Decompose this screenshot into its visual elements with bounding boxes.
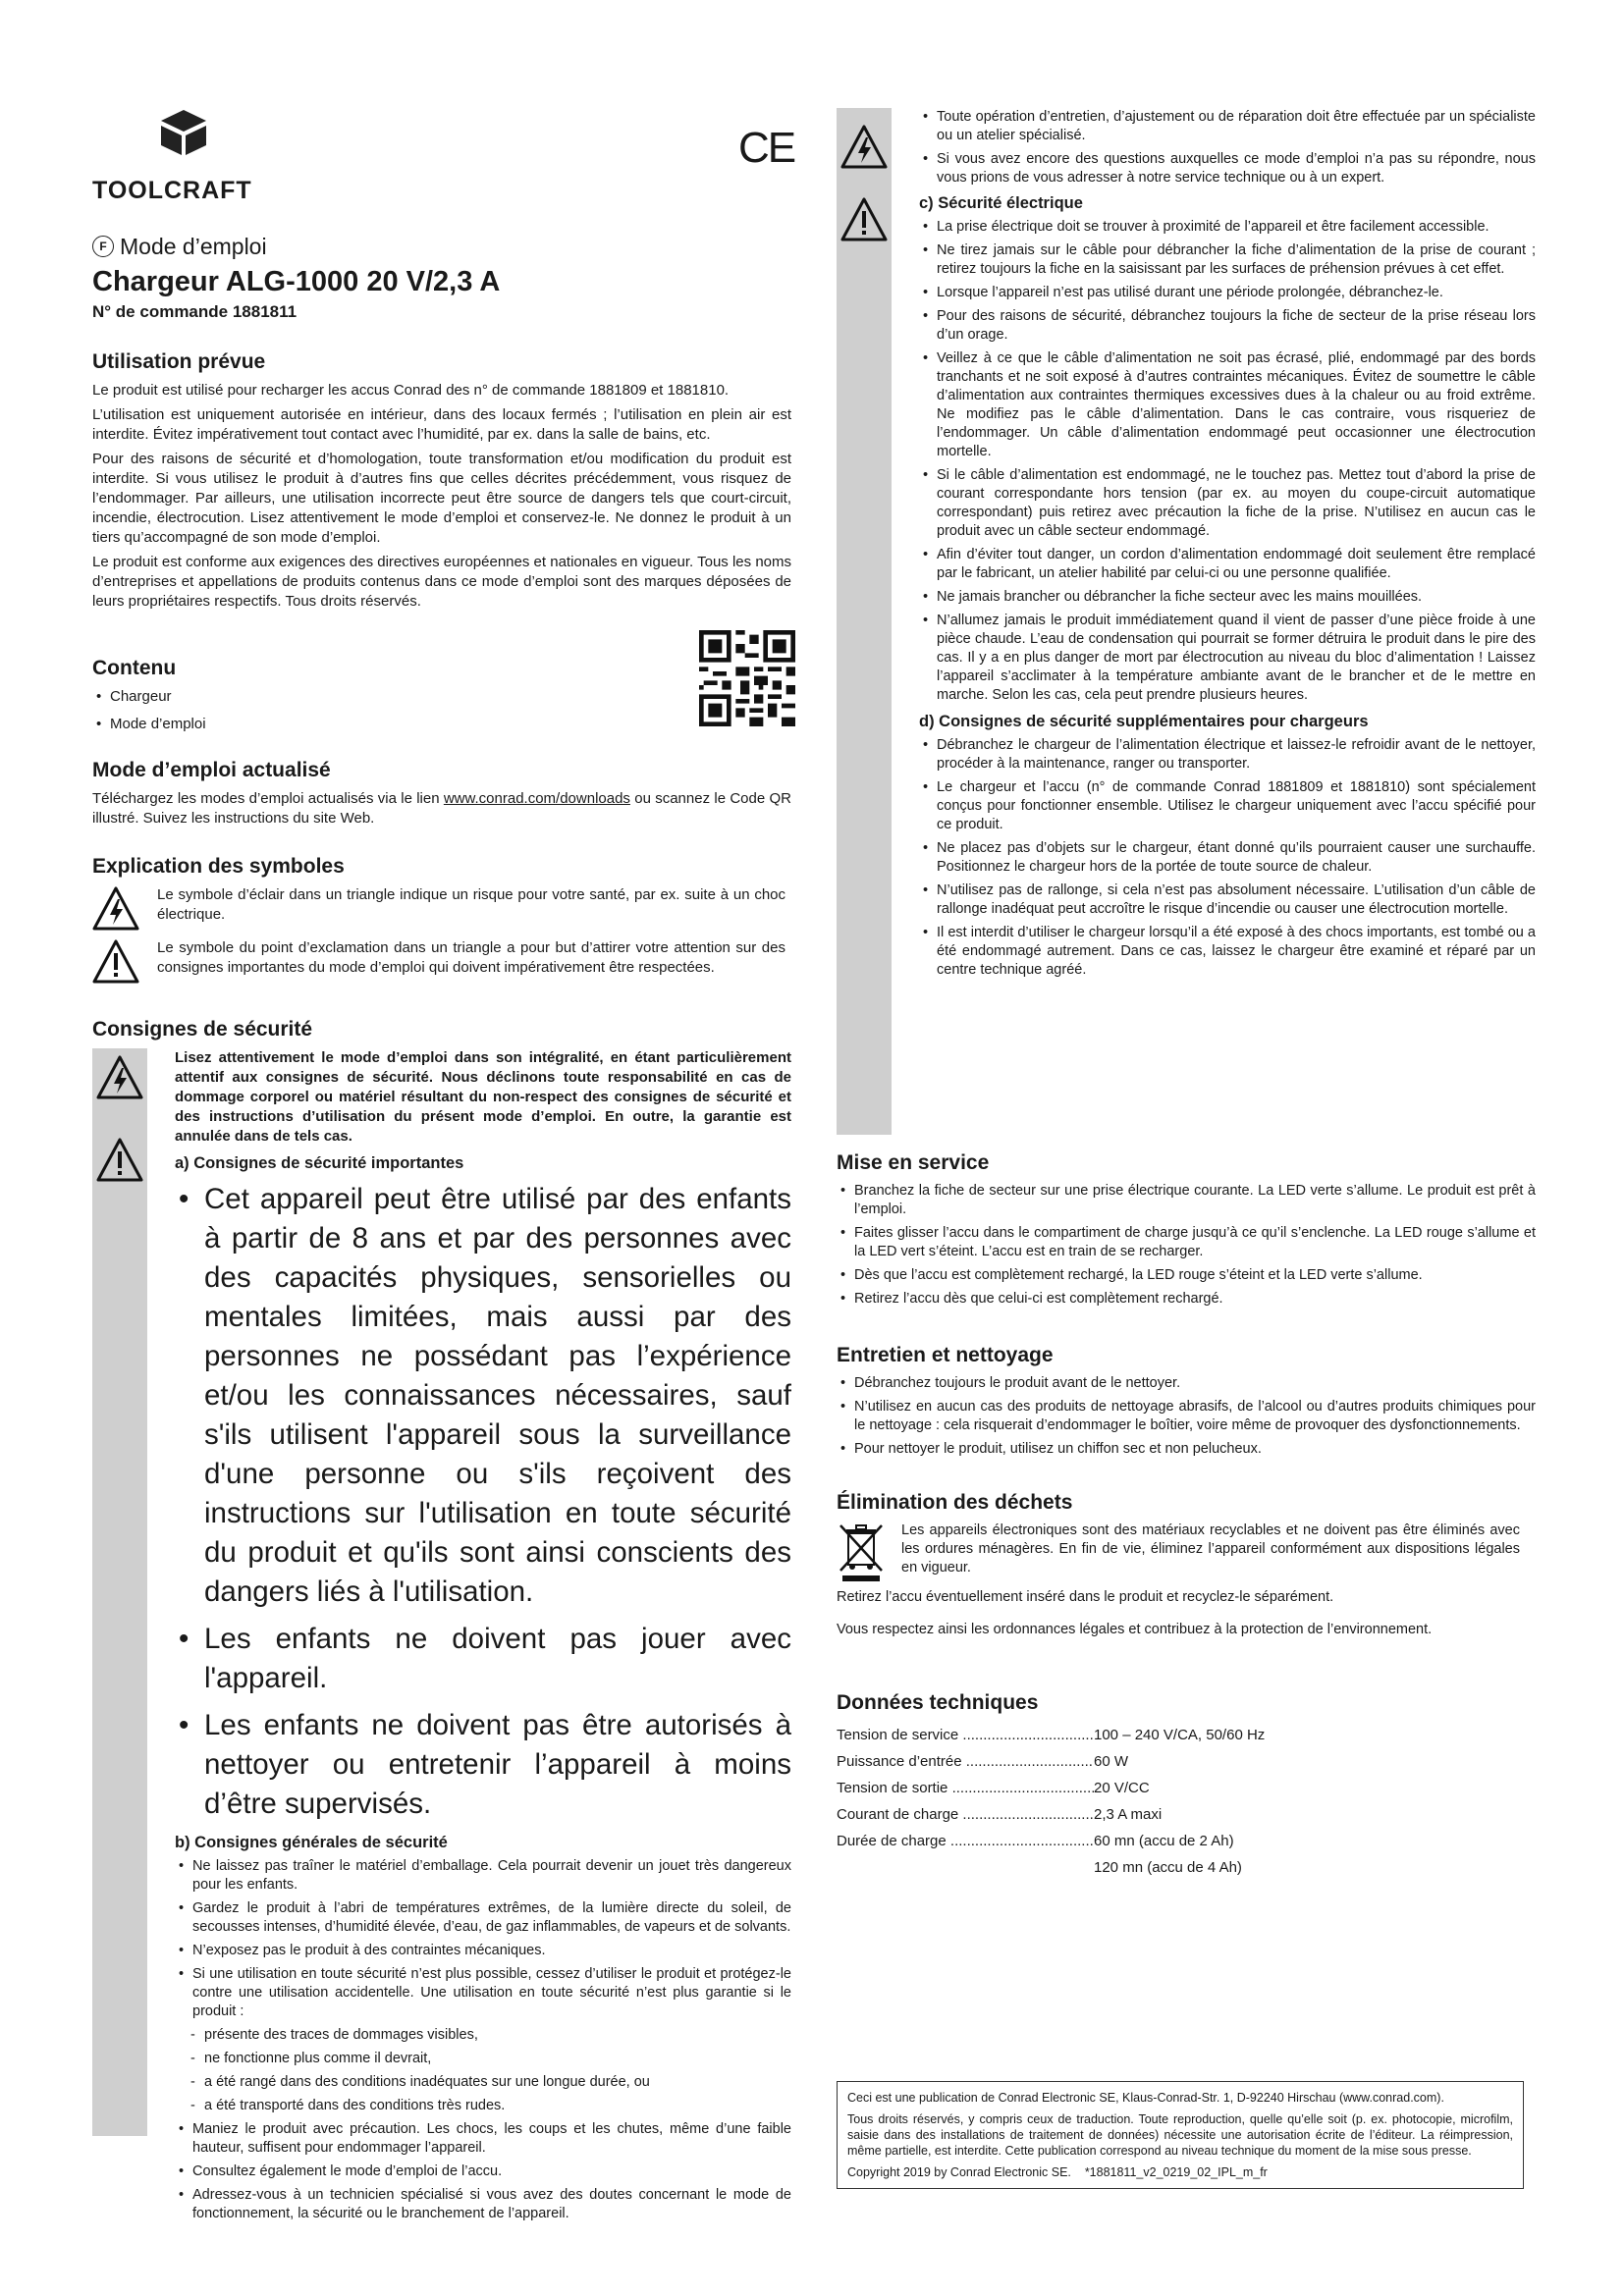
footer-line-1: Ceci est une publication de Conrad Electronic SE, Klaus-Conrad-Str. 1, D-92240 Hirschau (www.conrad.com). <box>847 2091 1444 2105</box>
consignes-body <box>175 1048 791 2228</box>
tech-row <box>837 1828 1536 1854</box>
tech-value: 100 – 240 V/CA, 50/60 Hz <box>1094 1727 1266 1743</box>
mise-en-service-list <box>837 1182 1536 1308</box>
list-item: • La prise électrique doit se trouver à proximité de l’appareil et être facilement accessible. <box>919 218 1536 237</box>
tech-row <box>837 1775 1536 1801</box>
consignes-b-list-3 <box>919 108 1536 187</box>
exclamation-warning-icon <box>96 1137 143 1184</box>
product-title: Chargeur ALG-1000 20 V/2,3 A <box>92 266 501 297</box>
section-donnees <box>837 1690 1536 1881</box>
section-actualise <box>92 758 791 833</box>
elimination-heading: Élimination des déchets <box>837 1491 1073 1514</box>
list-item: • Afin d’éviter tout danger, un cordon d’alimentation endommagé doit seulement être remplacé par le fabricant, un atelier habilité par celui-ci ou une personne qualifiée. <box>919 546 1536 583</box>
consignes-b-list <box>175 1857 791 2021</box>
list-item: - a été transporté dans des conditions très rudes. <box>187 2097 791 2115</box>
tech-label: Durée de charge ..... <box>837 1828 1094 1854</box>
consignes-heading: Consignes de sécurité <box>92 1018 313 1041</box>
doc-type: Mode d’emploi <box>120 234 267 259</box>
list-item: • Branchez la fiche de secteur sur une prise électrique courante. La LED verte s’allume. Le produit est prêt à l’emploi. <box>837 1182 1536 1219</box>
warning-sidebar <box>92 1048 147 2136</box>
section-mise-en-service <box>837 1150 1536 1313</box>
consignes-c-list <box>919 218 1536 705</box>
exclamation-warning-icon <box>840 196 888 243</box>
consignes-a-heading: a) Consignes de sécurité importantes <box>175 1154 464 1172</box>
footer-copyright: Copyright 2019 by Conrad Electronic SE. <box>847 2165 1071 2179</box>
list-item: • Pour des raisons de sécurité, débranchez toujours la fiche de secteur de la prise réseau lors d’un orage. <box>919 307 1536 345</box>
list-item: • Si une utilisation en toute sécurité n’est plus possible, cessez d’utiliser le produit et protégez-le contre une utilisation accidentelle. Une utilisation en toute sécurité n’est plus garantie si le produit : <box>175 1965 791 2021</box>
list-item: • Retirez l’accu dès que celui-ci est complètement rechargé. <box>837 1290 1536 1308</box>
toolcraft-logo-icon <box>159 110 208 157</box>
utilisation-para-4: Le produit est conforme aux exigences des directives européennes et nationales en vigueur. Tous les noms d’entreprises et appellations de produits contenus dans ce mode d’emploi sont des marques déposées de leurs propriétaires respectifs. Tous droits réservés. <box>92 554 791 610</box>
tech-value: 120 mn (accu de 4 Ah) <box>1094 1859 1242 1876</box>
section-utilisation <box>92 349 791 616</box>
utilisation-heading: Utilisation prévue <box>92 350 266 373</box>
list-item: • N’utilisez pas de rallonge, si cela n’est pas absolument nécessaire. L’utilisation d’un câble de rallonge inadéquat peut accroître le risque d’incendie ou causer une électrocution mortelle. <box>919 881 1536 919</box>
consignes-intro: Lisez attentivement le mode d’emploi dans son intégralité, en étant particulièrement attentif aux consignes de sécurité. Nous déclinons toute responsabilité en cas de dommage corporel ou matériel résultant du non-respect des consignes de sécurité et des instructions d’utilisation du présent mode d’emploi. En outre, la garantie est annulée dans de tels cas. <box>175 1049 791 1145</box>
consignes-c-heading: c) Sécurité électrique <box>919 194 1083 212</box>
utilisation-para-2: L’utilisation est uniquement autorisée en intérieur, dans des locaux fermés ; l’utilisation en plein air est interdite. Évitez impérativement tout contact avec l’humidité, par ex. dans la salle de bains, etc. <box>92 406 791 443</box>
list-item: • Si vous avez encore des questions auxquelles ce mode d’emploi n’a pas su répondre, nous vous prions de vous adresser à notre service technique ou à un expert. <box>919 150 1536 187</box>
tech-row <box>837 1854 1536 1881</box>
section-contenu <box>92 656 642 739</box>
list-item: • Les enfants ne doivent pas jouer avec l'appareil. <box>175 1620 791 1698</box>
brand-name: TOOLCRAFT <box>92 177 252 204</box>
list-item: • Dès que l’accu est complètement rechargé, la LED rouge s’éteint et la LED verte s’allume. <box>837 1266 1536 1285</box>
document-header <box>92 232 791 324</box>
tech-value: 60 W <box>1094 1753 1129 1770</box>
tech-value: 2,3 A maxi <box>1094 1806 1163 1823</box>
section-symboles <box>92 854 791 986</box>
list-item: • Mode d’emploi <box>92 715 642 734</box>
downloads-link[interactable]: www.conrad.com/downloads <box>443 790 630 807</box>
list-item: • Toute opération d’entretien, d’ajustement ou de réparation doit être effectuée par un spécialiste ou un atelier spécialisé. <box>919 108 1536 145</box>
actualise-text-before: Téléchargez les modes d’emploi actualisés via le lien <box>92 790 444 807</box>
list-item: • Veillez à ce que le câble d’alimentation ne soit pas écrasé, plié, endommagé par des bords tranchants et ne soit exposé à d’autres contraintes mécaniques. Évitez de soumettre le câble d’alimentation aux contraintes thermiques excessives dues à la chaleur ou au froid extrême. Ne modifiez pas le câble d’alimentation. Dans le cas contraire, vous risqueriez de l’endommager. Un câble d’alimentation endommagé peut occasionner une électrocution mortelle. <box>919 349 1536 461</box>
ce-mark: CE <box>738 124 795 172</box>
tech-row <box>837 1801 1536 1828</box>
consignes-d-heading: d) Consignes de sécurité supplémentaires pour chargeurs <box>919 713 1369 730</box>
consignes-continued <box>919 108 1536 985</box>
donnees-heading: Données techniques <box>837 1691 1039 1714</box>
list-item: • Ne tirez jamais sur le câble pour débrancher la fiche d’alimentation de la prise de courant ; retirez toujours la fiche en la saisissant par les surfaces de préhension prévues à cet effet. <box>919 241 1536 279</box>
actualise-heading: Mode d’emploi actualisé <box>92 759 331 781</box>
contenu-heading: Contenu <box>92 657 177 679</box>
consignes-d-list <box>919 736 1536 980</box>
lightning-warning-icon <box>96 1054 143 1101</box>
list-item: • Pour nettoyer le produit, utilisez un chiffon sec et non pelucheux. <box>837 1440 1536 1459</box>
list-item: • Ne jamais brancher ou débrancher la fiche secteur avec les mains mouillées. <box>919 588 1536 607</box>
consignes-b-heading: b) Consignes générales de sécurité <box>175 1834 448 1851</box>
mise-en-service-heading: Mise en service <box>837 1151 990 1174</box>
list-item: • Gardez le produit à l’abri de températures extrêmes, de la lumière directe du soleil, de secousses intenses, d’humidité élevée, d’eau, de gaz inflammables, de vapeurs et de solvants. <box>175 1899 791 1937</box>
list-item: - a été rangé dans des conditions inadéquates sur une longue durée, ou <box>187 2073 791 2092</box>
consignes-b-sublist <box>187 2026 791 2115</box>
lightning-warning-icon <box>92 885 139 933</box>
list-item: • Le chargeur et l’accu (n° de commande Conrad 1881809 et 1881810) sont spécialement conçus pour fonctionner ensemble. Utilisez le chargeur uniquement avec l’accu spécifié pour ce produit. <box>919 778 1536 834</box>
tech-value: 20 V/CC <box>1094 1780 1150 1796</box>
list-item: • Adressez-vous à un technicien spécialisé si vous avez des doutes concernant le mode de fonctionnement, la sécurité ou le branchement de l’appareil. <box>175 2186 791 2223</box>
list-item: • N’utilisez en aucun cas des produits de nettoyage abrasifs, de l’alcool ou d’autres produits chimiques pour le nettoyage : cela risquerait d’endommager le boîtier, voire même de provoquer des dysfonctionnements. <box>837 1398 1536 1435</box>
lightning-warning-icon <box>840 124 888 171</box>
exclamation-warning-icon <box>92 938 139 986</box>
list-item: • Débranchez le chargeur de l’alimentation électrique et laissez-le refroidir avant de le nettoyer, procéder à la maintenance, ranger ou transporter. <box>919 736 1536 774</box>
tech-value: 60 mn (accu de 2 Ah) <box>1094 1833 1234 1849</box>
language-badge: F <box>92 236 114 257</box>
utilisation-para-3: Pour des raisons de sécurité et d’homologation, toute transformation et/ou modification du produit est interdite. Si vous utilisez le produit à d’autres fins que celles décrites précédemment, vous risquez de l’endommager. Par ailleurs, une utilisation incorrecte peut être source de dangers tels que court-circuit, incendie, électrocution. Lisez attentivement le mode d’emploi et conservez-le. Ne donnez le produit à un tiers qu’accompagné de son mode d’emploi. <box>92 451 791 546</box>
list-item: • N’exposez pas le produit à des contraintes mécaniques. <box>175 1942 791 1960</box>
footer-code: *1881811_v2_0219_02_IPL_m_fr <box>1084 2165 1268 2179</box>
list-item: • Si le câble d’alimentation est endommagé, ne le touchez pas. Mettez tout d’abord la prise de courant correspondante hors tension (par ex. au moyen du coupe-circuit automatique correspondant) puis retirez avec précaution la fiche de la prise. N’utilisez en aucun cas le produit avec un câble secteur endommagé. <box>919 466 1536 541</box>
list-item: • Ne laissez pas traîner le matériel d’emballage. Cela pourrait devenir un jouet très dangereux pour les enfants. <box>175 1857 791 1895</box>
list-item: • Les enfants ne doivent pas être autorisés à nettoyer ou entretenir l’appareil à moins d’être supervisés. <box>175 1706 791 1824</box>
contenu-list <box>92 687 642 734</box>
list-item: • N’allumez jamais le produit immédiatement quand il vient de passer d’une pièce froide à une pièce chaude. L’eau de condensation qui pourrait se former détruira le produit dans le pire des cas. Il y a en plus danger de mort par électrocution au niveau du bloc d’alimentation ! Laissez l’appareil s’acclimater à la température ambiante avant de le brancher et de le mettre en marche. Selon les cas, cela peut prendre plusieurs heures. <box>919 612 1536 705</box>
actualise-text-after: ou scannez le Code QR illustré. Suivez les instructions du site Web. <box>92 790 791 827</box>
entretien-heading: Entretien et nettoyage <box>837 1344 1054 1366</box>
list-item: • Débranchez toujours le produit avant de le nettoyer. <box>837 1374 1536 1393</box>
list-item: • Chargeur <box>92 687 642 707</box>
tech-row <box>837 1722 1536 1748</box>
elimination-text-1: Les appareils électroniques sont des matériaux recyclables et ne doivent pas être éliminés avec les ordures ménagères. En fin de vie, éliminez l’appareil conformément aux dispositions légales en vigueur. <box>901 1522 1520 1575</box>
exclamation-description: Le symbole du point d’exclamation dans un triangle a pour but d’attirer votre attention sur des consignes importantes du mode d’emploi qui doivent impérativement être respectées. <box>157 939 785 976</box>
list-item: • Maniez le produit avec précaution. Les chocs, les coups et les chutes, même d’une faible hauteur, suffisent pour endommager l’appareil. <box>175 2120 791 2158</box>
elimination-text-2: Retirez l’accu éventuellement inséré dans le produit et recyclez-le séparément. <box>837 1589 1334 1605</box>
list-item: • Il est interdit d’utiliser le chargeur lorsqu’il a été exposé à des chocs importants, est tombé ou a été endommagé autrement. Dans ce cas, laissez le chargeur être examiné et réparé par un centre technique agréé. <box>919 924 1536 980</box>
tech-row <box>837 1748 1536 1775</box>
elimination-text-3: Vous respectez ainsi les ordonnances légales et contribuez à la protection de l’environnement. <box>837 1622 1433 1637</box>
list-item: • Cet appareil peut être utilisé par des enfants à partir de 8 ans et par des personnes avec des capacités physiques, sensorielles ou mentales limitées, mais aussi par des personnes ne possédant pas l’expérience et/ou les connaissances nécessaires, sauf s'ils utilisent l'appareil sous la surveillance d'une personne ou s'ils reçoivent des instructions sur l'utilisation en toute sécurité du produit et qu'ils sont ainsi conscients des dangers liés à l'utilisation. <box>175 1180 791 1612</box>
list-item: - ne fonctionne plus comme il devrait, <box>187 2050 791 2068</box>
lightning-description: Le symbole d’éclair dans un triangle indique un risque pour votre santé, par ex. suite à un choc électrique. <box>157 886 785 923</box>
crossed-bin-icon <box>837 1522 886 1582</box>
section-elimination <box>837 1490 1536 1644</box>
tech-label: Puissance d’entrée ..... <box>837 1748 1094 1775</box>
consignes-a-list <box>175 1180 791 1824</box>
qr-code-icon <box>699 630 795 726</box>
section-entretien <box>837 1343 1536 1464</box>
footer-line-2: Tous droits réservés, y compris ceux de traduction. Toute reproduction, quelle qu’elle soit (p. ex. photocopie, microfilm, saisie dans des installations de traitement de données) nécessite une autorisation écrite de l’éditeur. La réimpression, même partielle, est interdite. Cette publication correspond au niveau technique du moment de la mise sous presse. <box>847 2112 1513 2158</box>
publisher-footer <box>837 2081 1524 2189</box>
utilisation-para-1: Le produit est utilisé pour recharger les accus Conrad des n° de commande 1881809 et 1881810. <box>92 382 730 399</box>
symboles-heading: Explication des symboles <box>92 855 345 878</box>
entretien-list <box>837 1374 1536 1459</box>
list-item: • Faites glisser l’accu dans le compartiment de charge jusqu’à ce qu’il s’enclenche. La LED rouge s’allume et la LED vert s’éteint. L’accu est en train de se recharger. <box>837 1224 1536 1261</box>
list-item: • Ne placez pas d’objets sur le chargeur, étant donné qu’ils pourraient causer une surchauffe. Positionnez le chargeur hors de la portée de toute source de chaleur. <box>919 839 1536 877</box>
order-number: N° de commande 1881811 <box>92 302 298 321</box>
consignes-b-list-2 <box>175 2120 791 2223</box>
list-item: - présente des traces de dommages visibles, <box>187 2026 791 2045</box>
list-item: • Consultez également le mode d’emploi de l’accu. <box>175 2163 791 2181</box>
tech-label: Courant de charge ..... <box>837 1801 1094 1828</box>
list-item: • Lorsque l’appareil n’est pas utilisé durant une période prolongée, débranchez-le. <box>919 284 1536 302</box>
tech-label: Tension de sortie ..... <box>837 1775 1094 1801</box>
tech-label: Tension de service ..... <box>837 1722 1094 1748</box>
warning-sidebar <box>837 108 892 1135</box>
